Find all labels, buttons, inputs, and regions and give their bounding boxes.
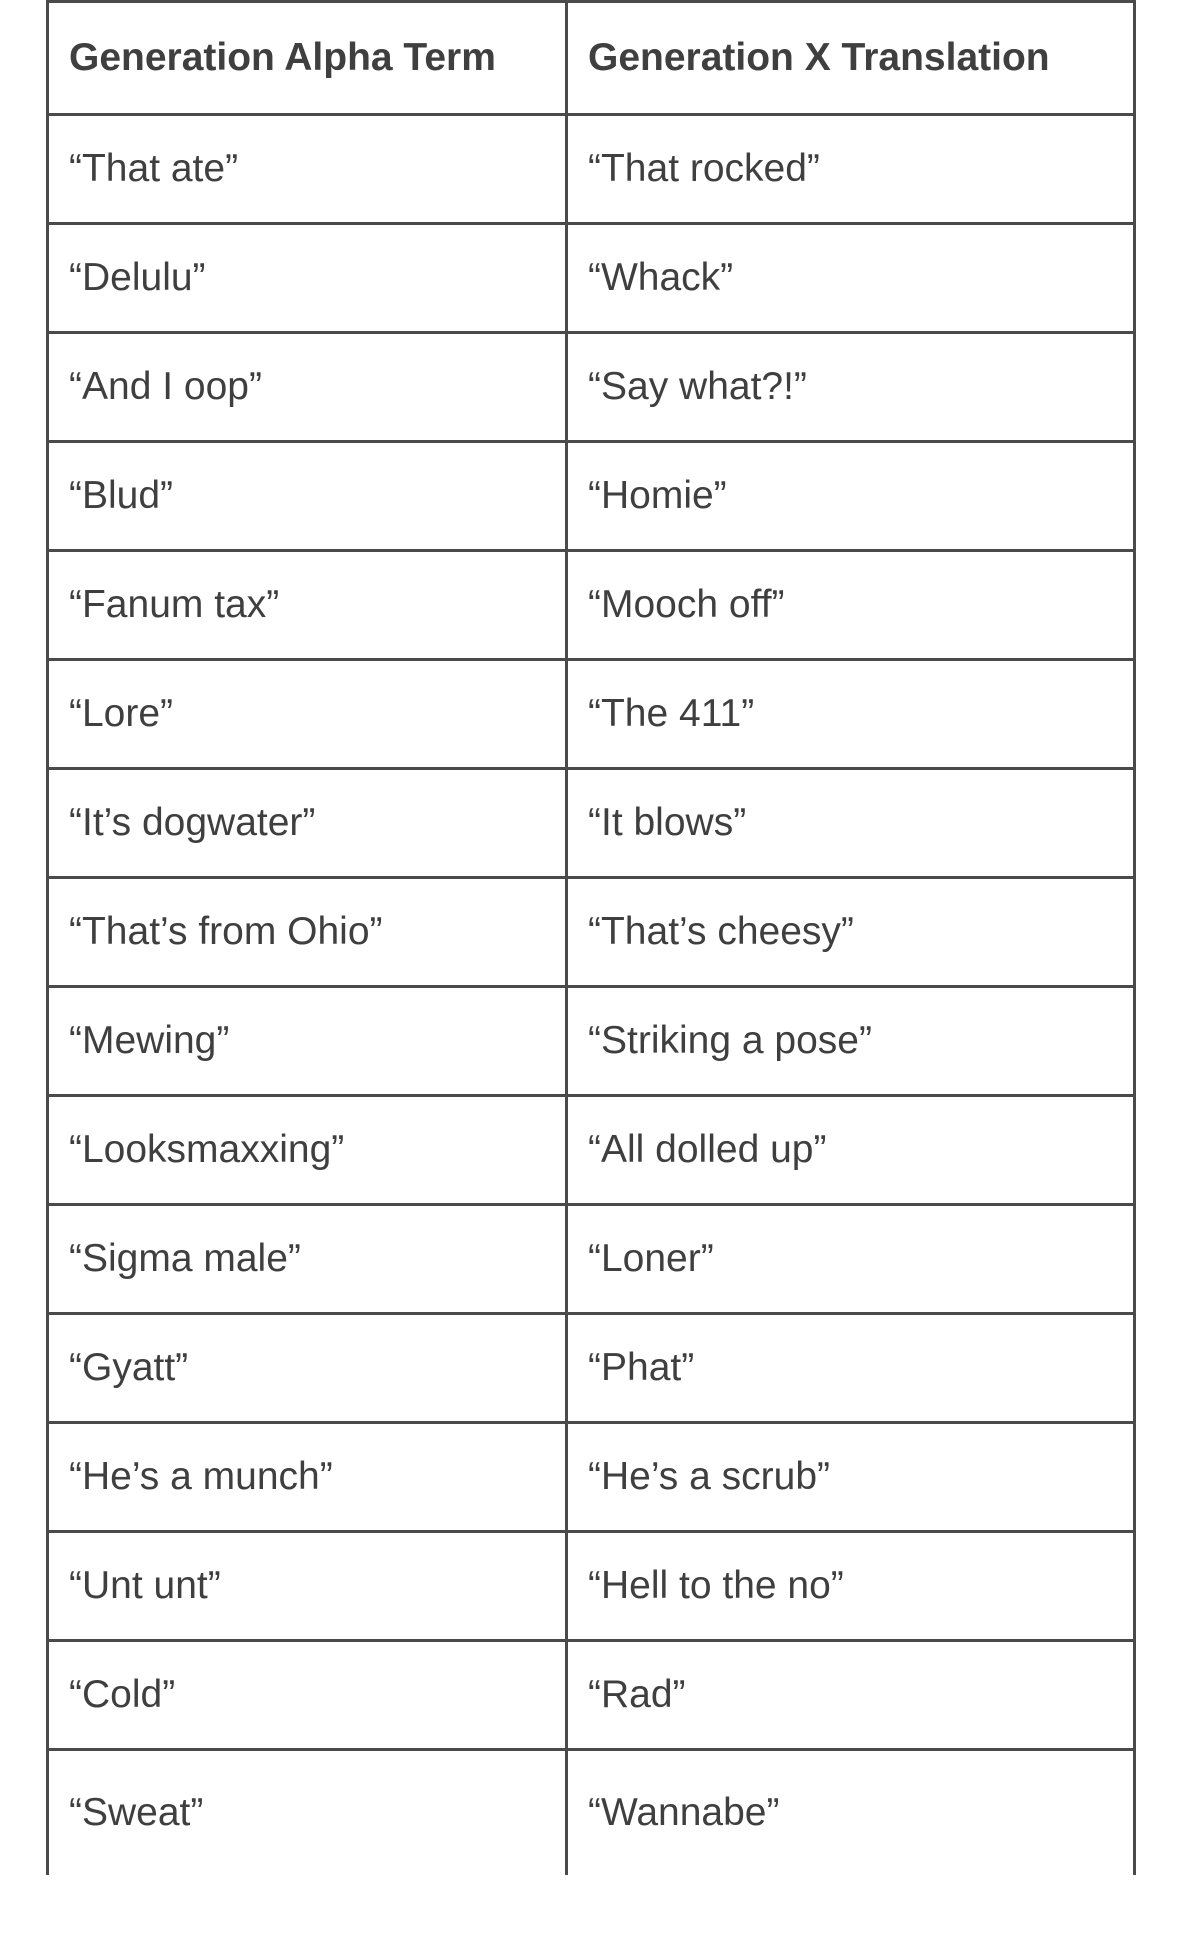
table-row [48,442,1135,551]
genx-translation-cell: “He’s a scrub” [567,1423,1135,1532]
genx-translation-cell: “That’s cheesy” [567,878,1135,987]
genx-translation-cell: “Mooch off” [567,551,1135,660]
table-header-row [48,2,1135,115]
table-row [48,333,1135,442]
header-generation-x-translation: Generation X Translation [567,2,1135,115]
genx-translation-cell: “Say what?!” [567,333,1135,442]
table-row [48,878,1135,987]
table-row [48,660,1135,769]
slang-translation-table [46,0,1136,1875]
genx-translation-cell: “Whack” [567,224,1135,333]
alpha-term-cell: “And I oop” [48,333,567,442]
table-row [48,1750,1135,1875]
table-row [48,1641,1135,1750]
alpha-term-cell: “Unt unt” [48,1532,567,1641]
table-row [48,115,1135,224]
alpha-term-cell: “Mewing” [48,987,567,1096]
genx-translation-cell: “Wannabe” [567,1750,1135,1875]
table-row [48,1532,1135,1641]
genx-translation-cell: “Loner” [567,1205,1135,1314]
genx-translation-cell: “It blows” [567,769,1135,878]
slang-translation-table-container [46,0,1133,1875]
header-generation-alpha-term: Generation Alpha Term [48,2,567,115]
alpha-term-cell: “It’s dogwater” [48,769,567,878]
table-row [48,224,1135,333]
table-row [48,551,1135,660]
genx-translation-cell: “The 411” [567,660,1135,769]
alpha-term-cell: “Blud” [48,442,567,551]
alpha-term-cell: “Lore” [48,660,567,769]
table-row [48,769,1135,878]
genx-translation-cell: “Hell to the no” [567,1532,1135,1641]
genx-translation-cell: “Rad” [567,1641,1135,1750]
genx-translation-cell: “All dolled up” [567,1096,1135,1205]
table-row [48,1096,1135,1205]
alpha-term-cell: “Sigma male” [48,1205,567,1314]
table-row [48,1314,1135,1423]
genx-translation-cell: “Striking a pose” [567,987,1135,1096]
genx-translation-cell: “Homie” [567,442,1135,551]
genx-translation-cell: “Phat” [567,1314,1135,1423]
alpha-term-cell: “Looksmaxxing” [48,1096,567,1205]
alpha-term-cell: “That’s from Ohio” [48,878,567,987]
alpha-term-cell: “That ate” [48,115,567,224]
genx-translation-cell: “That rocked” [567,115,1135,224]
alpha-term-cell: “Sweat” [48,1750,567,1875]
alpha-term-cell: “Fanum tax” [48,551,567,660]
alpha-term-cell: “Gyatt” [48,1314,567,1423]
table-row [48,987,1135,1096]
alpha-term-cell: “Delulu” [48,224,567,333]
table-row [48,1423,1135,1532]
table-row [48,1205,1135,1314]
alpha-term-cell: “He’s a munch” [48,1423,567,1532]
alpha-term-cell: “Cold” [48,1641,567,1750]
